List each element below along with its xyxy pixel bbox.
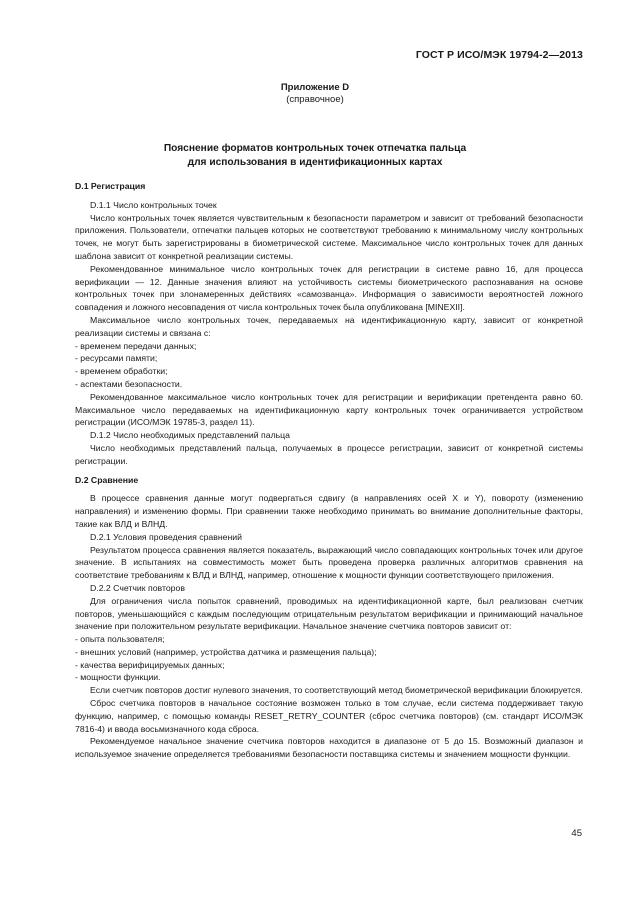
section-heading-d2: D.2 Сравнение [75, 474, 139, 485]
document-title-line-2: для использования в идентификационных картах [187, 157, 443, 168]
paragraph: Для ограничения числа попыток сравнений, проводимых на идентификационной карте, был реализован счетчик повторов, уменьшающийся с каждым последующим отрицательным результатом верификации и принимающий начальное значение при положительном результате верификации. Начальное значение счетчика повторов зависит от: [75, 595, 583, 632]
list-item: - качества верифицируемых данных; [75, 659, 225, 670]
subsection-heading-d2-2: D.2.2 Счетчик повторов [90, 582, 185, 593]
page-number: 45 [571, 828, 582, 839]
document-title-line-1: Пояснение форматов контрольных точек отпечатка пальца [163, 143, 467, 154]
paragraph: Число необходимых представлений пальца, получаемых в процессе регистрации, зависит от конкретной системы регистрации. [75, 442, 583, 466]
document-body [75, 180, 583, 761]
paragraph: Сброс счетчика повторов в начальное состояние возможен только в том случае, если система поддерживает такую функцию, например, с помощью команды RESET_RETRY_COUNTER (сброс счетчика повторов) (см. стандарт ИСО/МЭК 7816-4) и ввода восьмизначного кода сброса. [75, 698, 583, 734]
list-item: - мощности функции. [75, 672, 161, 683]
subsection-heading-d2-1: D.2.1 Условия проведения сравнений [90, 531, 242, 542]
list-item: - ресурсами памяти; [75, 353, 158, 364]
list-item: - временем передачи данных; [75, 340, 197, 351]
paragraph: Рекомендованное минимальное число контрольных точек для регистрации в системе равно 16, для процесса верификации — 12. Данные значения влияют на устойчивость системы биометрического распознавания на основе контрольных точек при злонамеренных действиях «самозванца». Информация о зависимости вероятностей ложного совпадения и ложного несовпадения от числа контрольных точек была опубликована [MINEXII]. [75, 263, 583, 313]
list-item: - аспектами безопасности. [75, 378, 183, 389]
section-heading-d1: D.1 Регистрация [75, 181, 146, 191]
paragraph: Рекомендованное максимальное число контрольных точек для регистрации и верификации претендента равно 60. Максимальное число передаваемых на идентификационную карту контрольных точек ограничивается устройством регистрации (ИСО/МЭК 19785-3, раздел 11). [75, 391, 583, 428]
subsection-heading-d1-1: D.1.1 Число контрольных точек [90, 199, 217, 210]
list-item: - внешних условий (например, устройства датчика и размещения пальца); [75, 646, 377, 657]
list-item: - временем обработки; [75, 366, 168, 377]
annex-title: Приложение D [280, 82, 350, 93]
paragraph: В процессе сравнения данные могут подвергаться сдвигу (в направлениях осей X и Y), повороту (изменению направления) и изменению формы. При сравнении также необходимо принимать во внимание дополнительные факторы, такие как ВЛД и ВЛНД. [75, 493, 583, 529]
paragraph: Результатом процесса сравнения является показатель, выражающий число совпадающих контрольных точек или другое значение. В испытаниях на совместимость может быть проведена проверка различных алгоритмов сравнения на соответствие требованиям к ВЛД и ВЛНД, например, отношение к мощности функции соответствующего приложения. [75, 544, 583, 581]
paragraph: Число контрольных точек является чувствительным к безопасности параметром и зависит от требований безопасности приложения. Пользователи, отпечатки пальцев которых не соответствуют требованию к минимальному числу контрольных точек, не могут быть зарегистрированы в биометрической системе. Максимальное число контрольных точек для данных шаблона зависит от конкретной реализации системы. [75, 212, 583, 261]
list-item: - опыта пользователя; [75, 634, 165, 645]
paragraph: Рекомендуемое начальное значение счетчика повторов находится в диапазоне от 5 до 15. Возможный диапазон и используемое значение определяется требованиями безопасности поставщика системы и значением мощности функции. [75, 736, 583, 760]
standard-designation: ГОСТ Р ИСО/МЭК 19794-2—2013 [415, 49, 583, 61]
subsection-heading-d1-2: D.1.2 Число необходимых представлений пальца [90, 430, 290, 441]
paragraph: Максимальное число контрольных точек, передаваемых на идентификационную карту, зависит от конкретной реализации системы и связана с: [75, 314, 583, 338]
annex-subtitle: (справочное) [286, 94, 344, 105]
paragraph: Если счетчик повторов достиг нулевого значения, то соответствующий метод биометрической верификации блокируется. [90, 685, 583, 696]
